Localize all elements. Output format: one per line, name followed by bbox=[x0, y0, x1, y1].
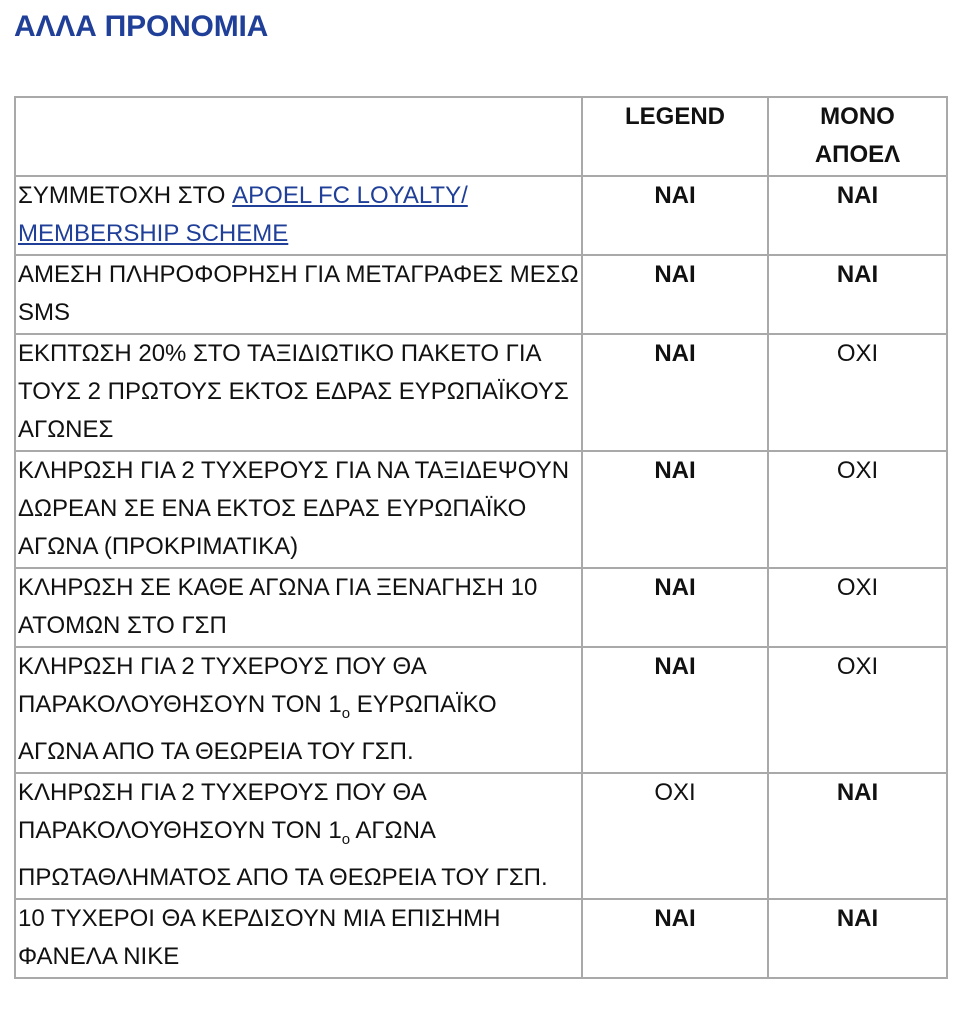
benefit-cell: ΚΛΗΡΩΣΗ ΓΙΑ 2 ΤΥΧΕΡΟΥΣ ΓΙΑ ΝΑ ΤΑΞΙΔΕΨΟΥΝ ΔΩΡΕΑΝ ΣΕ ΕΝΑ ΕΚΤΟΣ ΕΔΡΑΣ ΕΥΡΩΠΑΪΚΟ ΑΓΩΝΑ (ΠΡΟΚΡΙΜΑΤΙΚΑ) bbox=[15, 451, 582, 568]
legend-value: ΝΑΙ bbox=[582, 568, 768, 647]
legend-value: ΝΑΙ bbox=[582, 451, 768, 568]
table-row bbox=[15, 334, 947, 451]
mono-apoel-value: ΟΧΙ bbox=[768, 647, 947, 773]
table-row bbox=[15, 451, 947, 568]
legend-value: ΝΑΙ bbox=[582, 255, 768, 334]
benefit-cell: 10 ΤΥΧΕΡΟΙ ΘΑ ΚΕΡΔΙΣΟΥΝ ΜΙΑ ΕΠΙΣΗΜΗ ΦΑΝΕΛΑ NIKE bbox=[15, 899, 582, 978]
benefit-prefix: ΣΥΜΜΕΤΟΧΗ ΣΤΟ bbox=[18, 182, 233, 209]
legend-value: ΝΑΙ bbox=[582, 899, 768, 978]
legend-value: ΟΧΙ bbox=[582, 773, 768, 899]
table-row bbox=[15, 899, 947, 978]
table-row bbox=[15, 647, 947, 773]
mono-apoel-value: ΝΑΙ bbox=[768, 899, 947, 978]
mono-apoel-value: ΝΑΙ bbox=[768, 773, 947, 899]
mono-apoel-value: ΟΧΙ bbox=[768, 451, 947, 568]
benefit-cell bbox=[15, 176, 582, 255]
header-benefit bbox=[15, 97, 582, 176]
mono-apoel-value: ΝΑΙ bbox=[768, 255, 947, 334]
legend-value: ΝΑΙ bbox=[582, 647, 768, 773]
table-row bbox=[15, 176, 947, 255]
legend-value: ΝΑΙ bbox=[582, 176, 768, 255]
benefit-cell: ΕΚΠΤΩΣΗ 20% ΣΤΟ ΤΑΞΙΔΙΩΤΙΚΟ ΠΑΚΕΤΟ ΓΙΑ ΤΟΥΣ 2 ΠΡΩΤΟΥΣ ΕΚΤΟΣ ΕΔΡΑΣ ΕΥΡΩΠΑΪΚΟΥΣ ΑΓΩΝΕΣ bbox=[15, 334, 582, 451]
table-header-row bbox=[15, 97, 947, 176]
benefit-cell: ΚΛΗΡΩΣΗ ΣΕ ΚΑΘΕ ΑΓΩΝΑ ΓΙΑ ΞΕΝΑΓΗΣΗ 10 ΑΤΟΜΩΝ ΣΤΟ ΓΣΠ bbox=[15, 568, 582, 647]
table-row bbox=[15, 255, 947, 334]
legend-value: ΝΑΙ bbox=[582, 334, 768, 451]
benefit-cell: ΚΛΗΡΩΣΗ ΓΙΑ 2 ΤΥΧΕΡΟΥΣ ΠΟΥ ΘΑ ΠΑΡΑΚΟΛΟΥΘΗΣΟΥΝ ΤΟΝ $1_o$ ΕΥΡΩΠΑΪΚΟ ΑΓΩΝΑ ΑΠΟ ΤΑ ΘΕΩΡΕΙΑ ΤΟΥ ΓΣΠ. bbox=[15, 647, 582, 773]
header-mono-apoel: ΜΟΝΟ ΑΠΟΕΛ bbox=[768, 97, 947, 176]
page-title: ΑΛΛΑ ΠΡΟΝΟΜΙΑ bbox=[14, 10, 269, 43]
benefit-cell: ΚΛΗΡΩΣΗ ΓΙΑ 2 ΤΥΧΕΡΟΥΣ ΠΟΥ ΘΑ ΠΑΡΑΚΟΛΟΥΘΗΣΟΥΝ ΤΟΝ $1_o$ ΑΓΩΝΑ ΠΡΩΤΑΘΛΗΜΑΤΟΣ ΑΠΟ ΤΑ ΘΕΩΡΕΙΑ ΤΟΥ ΓΣΠ. bbox=[15, 773, 582, 899]
mono-apoel-value: ΟΧΙ bbox=[768, 568, 947, 647]
table-row bbox=[15, 773, 947, 899]
loyalty-scheme-link[interactable]: APOEL FC LOYALTY/ MEMBERSHIP SCHEME bbox=[18, 182, 468, 247]
mono-apoel-value: ΝΑΙ bbox=[768, 176, 947, 255]
benefit-cell: ΑΜΕΣΗ ΠΛΗΡΟΦΟΡΗΣΗ ΓΙΑ ΜΕΤΑΓΡΑΦΕΣ ΜΕΣΩ SMS bbox=[15, 255, 582, 334]
mono-apoel-value: ΟΧΙ bbox=[768, 334, 947, 451]
table-row bbox=[15, 568, 947, 647]
benefits-table bbox=[14, 96, 948, 979]
header-legend: LEGEND bbox=[582, 97, 768, 176]
